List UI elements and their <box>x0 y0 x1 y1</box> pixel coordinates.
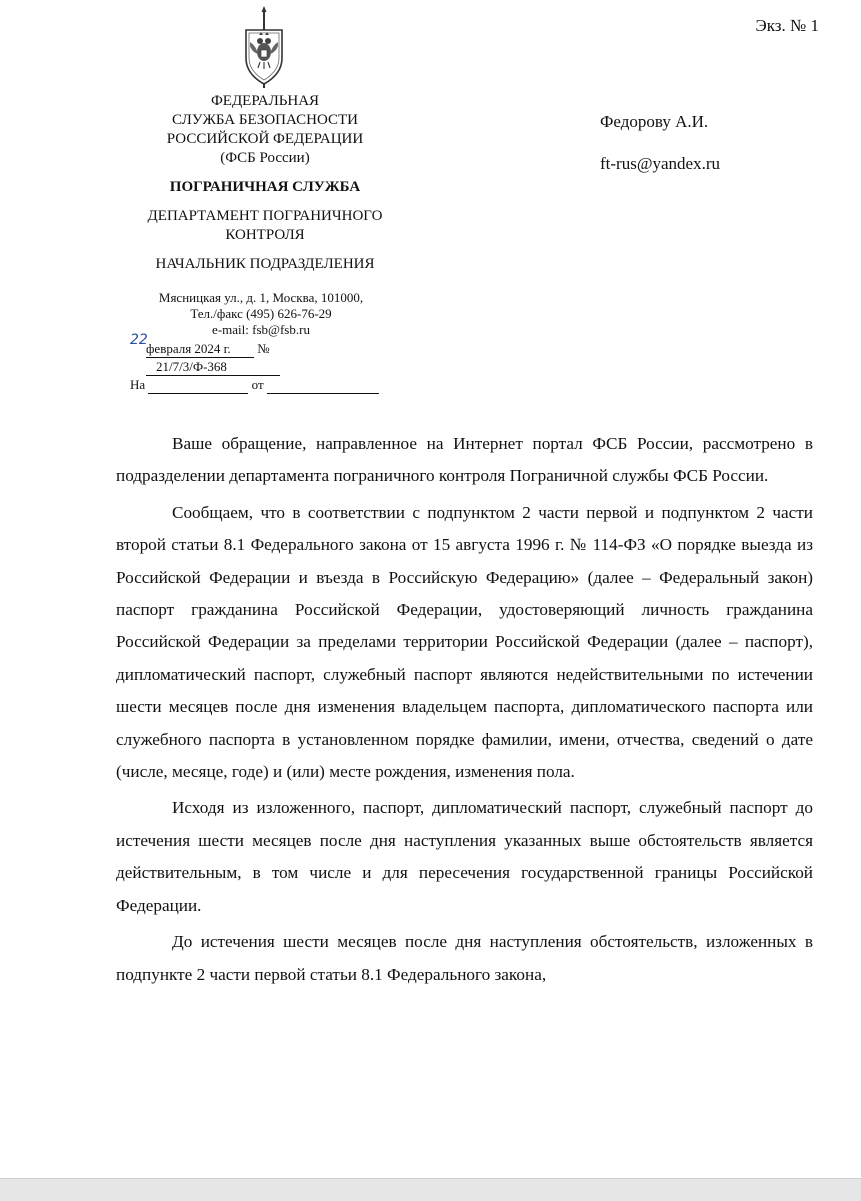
org-line-4: (ФСБ России) <box>220 150 310 166</box>
org-line-3: РОССИЙСКОЙ ФЕДЕРАЦИИ <box>166 131 364 147</box>
recipient-block <box>600 110 720 176</box>
on-label: На <box>130 377 146 392</box>
address-line-2: Тел./факс (495) 626-76-29 <box>190 306 332 321</box>
letter-body <box>116 428 813 995</box>
address-block <box>136 290 386 338</box>
department-line-2: КОНТРОЛЯ <box>225 227 305 243</box>
organization-header <box>120 92 410 274</box>
paragraph-3: Исходя из изложенного, паспорт, дипломатический паспорт, служебный паспорт до истечения шести месяцев после дня наступления указанных выше обстоятельств является действительным, в том числе и для пересечения государственной границы Российской Федерации. <box>116 798 813 915</box>
recipient-email: ft-rus@yandex.ru <box>600 154 720 173</box>
org-line-1: ФЕДЕРАЛЬНАЯ <box>210 93 320 109</box>
from-label: от <box>251 377 264 392</box>
position-title: НАЧАЛЬНИК ПОДРАЗДЕЛЕНИЯ <box>155 256 375 272</box>
recipient-name: Федорову А.И. <box>600 112 709 131</box>
handwritten-day: 22 <box>130 332 148 348</box>
address-line-1: Мясницкая ул., д. 1, Москва, 101000, <box>158 290 364 305</box>
reference-block <box>130 332 390 394</box>
fsb-emblem-icon <box>234 6 294 92</box>
paragraph-1: Ваше обращение, направленное на Интернет портал ФСБ России, рассмотрено в подразделении департамента пограничного контроля Пограничной службы ФСБ России. <box>116 434 813 486</box>
reference-date: февраля 2024 г. <box>146 340 254 358</box>
copy-number: Экз. № 1 <box>755 16 819 35</box>
org-line-2: СЛУЖБА БЕЗОПАСНОСТИ <box>172 112 358 128</box>
service-name: ПОГРАНИЧНАЯ СЛУЖБА <box>169 179 361 195</box>
number-label: № <box>257 341 270 356</box>
address-line-3: e-mail: fsb@fsb.ru <box>212 322 310 337</box>
department-line-1: ДЕПАРТАМЕНТ ПОГРАНИЧНОГО <box>147 208 383 224</box>
reference-number: 21/7/3/Ф-368 <box>146 358 280 376</box>
paragraph-2: Сообщаем, что в соответствии с подпунктом 2 части первой и подпунктом 2 части второй статьи 8.1 Федерального закона от 15 августа 1996 г. № 114-ФЗ «О порядке выезда из Российской Федерации и въезда в Российскую Федерацию» (далее – Федеральный закон) паспорт гражданина Российской Федерации, удостоверяющий личность гражданина Российской Федерации за пределами территории Российской Федерации (далее – паспорт), дипломатический паспорт, служебный паспорт являются недействительными по истечении шести месяцев после дня изменения владельцем паспорта, дипломатического паспорта или служебного паспорта в установленном порядке фамилии, имени, отчества, сведений о дате (числе, месяце, годе) и (или) месте рождения, изменения пола. <box>116 502 813 782</box>
bottom-edge <box>0 1178 861 1201</box>
paragraph-4: До истечения шести месяцев после дня наступления обстоятельств, изложенных в подпункте 2 части первой статьи 8.1 Федерального закона, <box>116 932 813 984</box>
